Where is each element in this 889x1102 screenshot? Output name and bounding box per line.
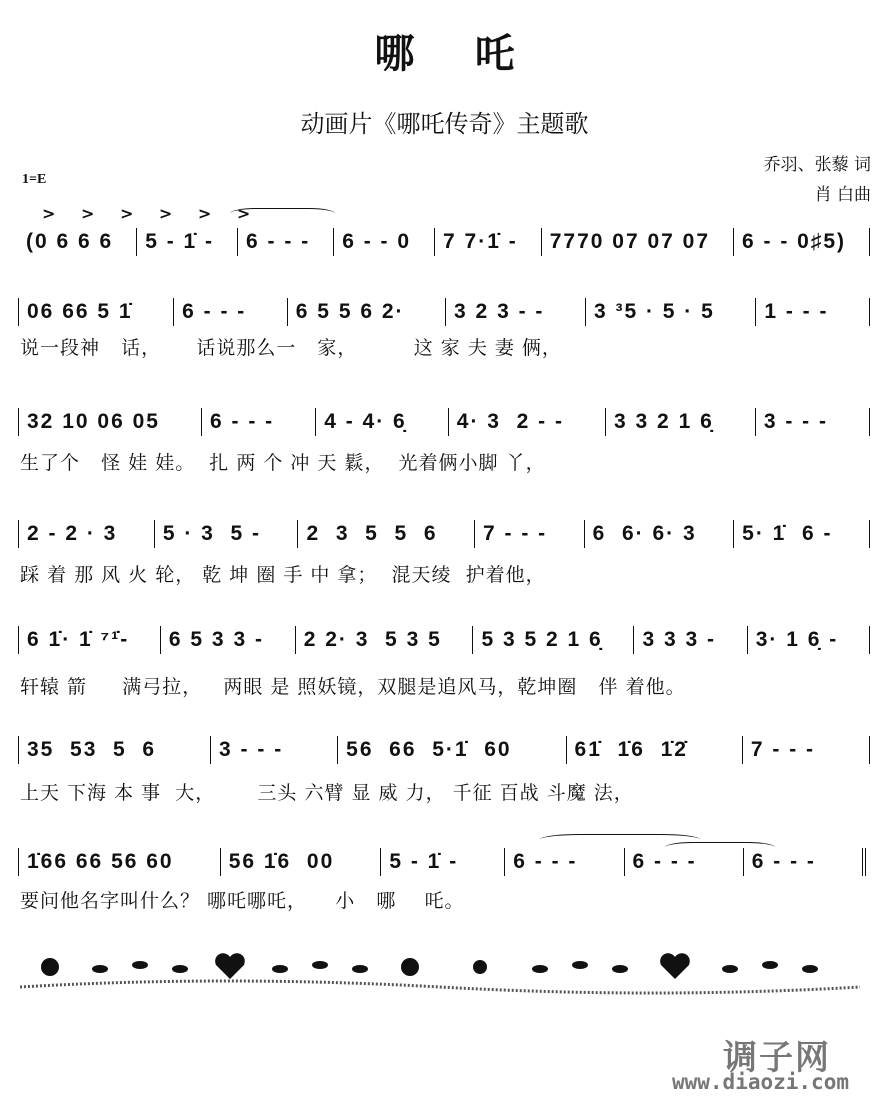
measure: 61̇ 1̇6 1̇2̇ bbox=[574, 738, 688, 761]
lyrics-line: 轩辕 箭 满弓拉， 两眼 是 照妖镜，双腿是追风马，乾坤圈 伴 着他。 bbox=[20, 676, 686, 698]
heart-icon bbox=[660, 953, 690, 979]
measure: 6 - - - bbox=[246, 230, 311, 253]
measure: 6 - - - bbox=[632, 850, 697, 873]
bar-line bbox=[869, 736, 870, 764]
measure: 35 53 5 6 bbox=[27, 738, 157, 761]
measure: 1̇66 66 56 60 bbox=[27, 850, 174, 873]
measure: 3 - - - bbox=[763, 410, 828, 433]
measure: 3 - - - bbox=[219, 738, 284, 761]
watermark-logo: 调子网 bbox=[723, 1038, 831, 1078]
notation-row bbox=[18, 408, 870, 436]
measure: 6 - - 0♯5) bbox=[742, 230, 847, 253]
measure: 2 - 2 · 3 bbox=[27, 522, 118, 545]
measure: 3· 1 6̣ - bbox=[755, 628, 839, 651]
measure: 5 - 1̇ - bbox=[145, 230, 215, 253]
notation-row bbox=[18, 228, 870, 256]
lyrics-line: 说一段神 话， 话说那么一 家， 这 家 夫 妻 俩， bbox=[20, 337, 562, 359]
measure: 4· 3 2 - - bbox=[456, 410, 564, 433]
watermark-url: www.diaozi.com bbox=[671, 1070, 849, 1094]
song-title: 哪吒 bbox=[374, 31, 575, 77]
measure: 3 3 2 1 6̣ bbox=[614, 410, 714, 433]
measure: 6 6· 6· 3 bbox=[592, 522, 697, 545]
bar-line bbox=[869, 298, 870, 326]
notation-row bbox=[18, 848, 870, 876]
bar-line bbox=[869, 520, 870, 548]
lyrics-line: 踩 着 那 风 火 轮， 乾 坤 圈 手 中 拿； 混天绫 护着他， bbox=[20, 564, 546, 586]
measure: 6 - - - bbox=[209, 410, 275, 433]
notation-row bbox=[18, 736, 870, 764]
measure: 6 1̇· 1̇ ⁷¹̇- bbox=[27, 628, 130, 651]
measure: 6 - - - bbox=[513, 850, 578, 873]
measure: 7 - - - bbox=[483, 522, 548, 545]
measure: 3 ³5 · 5 · 5 bbox=[593, 300, 715, 323]
measure: 4 - 4· 6̣ bbox=[324, 410, 407, 433]
measure: 2 3 5 5 6 bbox=[306, 522, 438, 545]
heart-icon bbox=[215, 953, 245, 979]
lyrics-line: 上天 下海 本 事 大， 三头 六臂 显 威 力， 千征 百战 斗魔 法， bbox=[20, 782, 634, 804]
measure: 06 66 5 1̇ bbox=[27, 300, 133, 323]
measure: 6 - - 0 bbox=[342, 230, 412, 253]
lyrics-line: 生了个 怪 娃 娃。 扎 两 个 冲 天 鬏， 光着俩小脚 丫， bbox=[20, 452, 546, 474]
final-bar-line bbox=[862, 848, 870, 876]
notation-row bbox=[18, 626, 870, 654]
measure: 6 5 3 3 - bbox=[168, 628, 264, 651]
measure: 3 3 3 - bbox=[642, 628, 716, 651]
notation-row bbox=[18, 520, 870, 548]
bar-line bbox=[869, 228, 870, 256]
measure: (0 6 6 6 bbox=[26, 230, 114, 253]
measure: 6 - - - bbox=[182, 300, 247, 323]
measure: 2 2· 3 5 3 5 bbox=[303, 628, 442, 651]
measure: 32 10 06 05 bbox=[27, 410, 160, 433]
notation-row bbox=[18, 298, 870, 326]
lyricist-credit: 乔羽、张藜 词 bbox=[763, 155, 871, 175]
measure: 5 - 1̇ - bbox=[389, 850, 459, 873]
measure: 6 - - - bbox=[751, 850, 816, 873]
measure: 7 - - - bbox=[750, 738, 816, 761]
bar-line bbox=[869, 408, 870, 436]
accent-marks: > > > > > > bbox=[42, 204, 261, 223]
measure: 6 5 5 6 2· bbox=[295, 300, 405, 323]
measure: 5· 1̇ 6 - bbox=[742, 522, 833, 545]
measure: 7 7·1̇ - bbox=[443, 230, 518, 253]
bar-line bbox=[869, 626, 870, 654]
measure: 5 3 5 2 1 6̣ bbox=[481, 628, 603, 651]
measure: 56 1̇6 00 bbox=[228, 850, 335, 873]
measure: 3 2 3 - - bbox=[454, 300, 545, 323]
tie-mark bbox=[230, 208, 335, 219]
key-signature: 1=E bbox=[22, 172, 47, 187]
composer-credit: 肖 白曲 bbox=[814, 185, 871, 205]
measure: 5 · 3 5 - bbox=[162, 522, 262, 545]
lyrics-line: 要问他名字叫什么？ 哪吒哪吒， 小 哪 吒。 bbox=[20, 890, 465, 912]
measure: 56 66 5·1̇ 60 bbox=[346, 738, 512, 761]
song-subtitle: 动画片《哪吒传奇》主题歌 bbox=[300, 110, 589, 138]
measure: 7770 07 07 07 bbox=[549, 230, 711, 253]
measure: 1 - - - bbox=[764, 300, 829, 323]
decorative-border bbox=[10, 945, 870, 1000]
